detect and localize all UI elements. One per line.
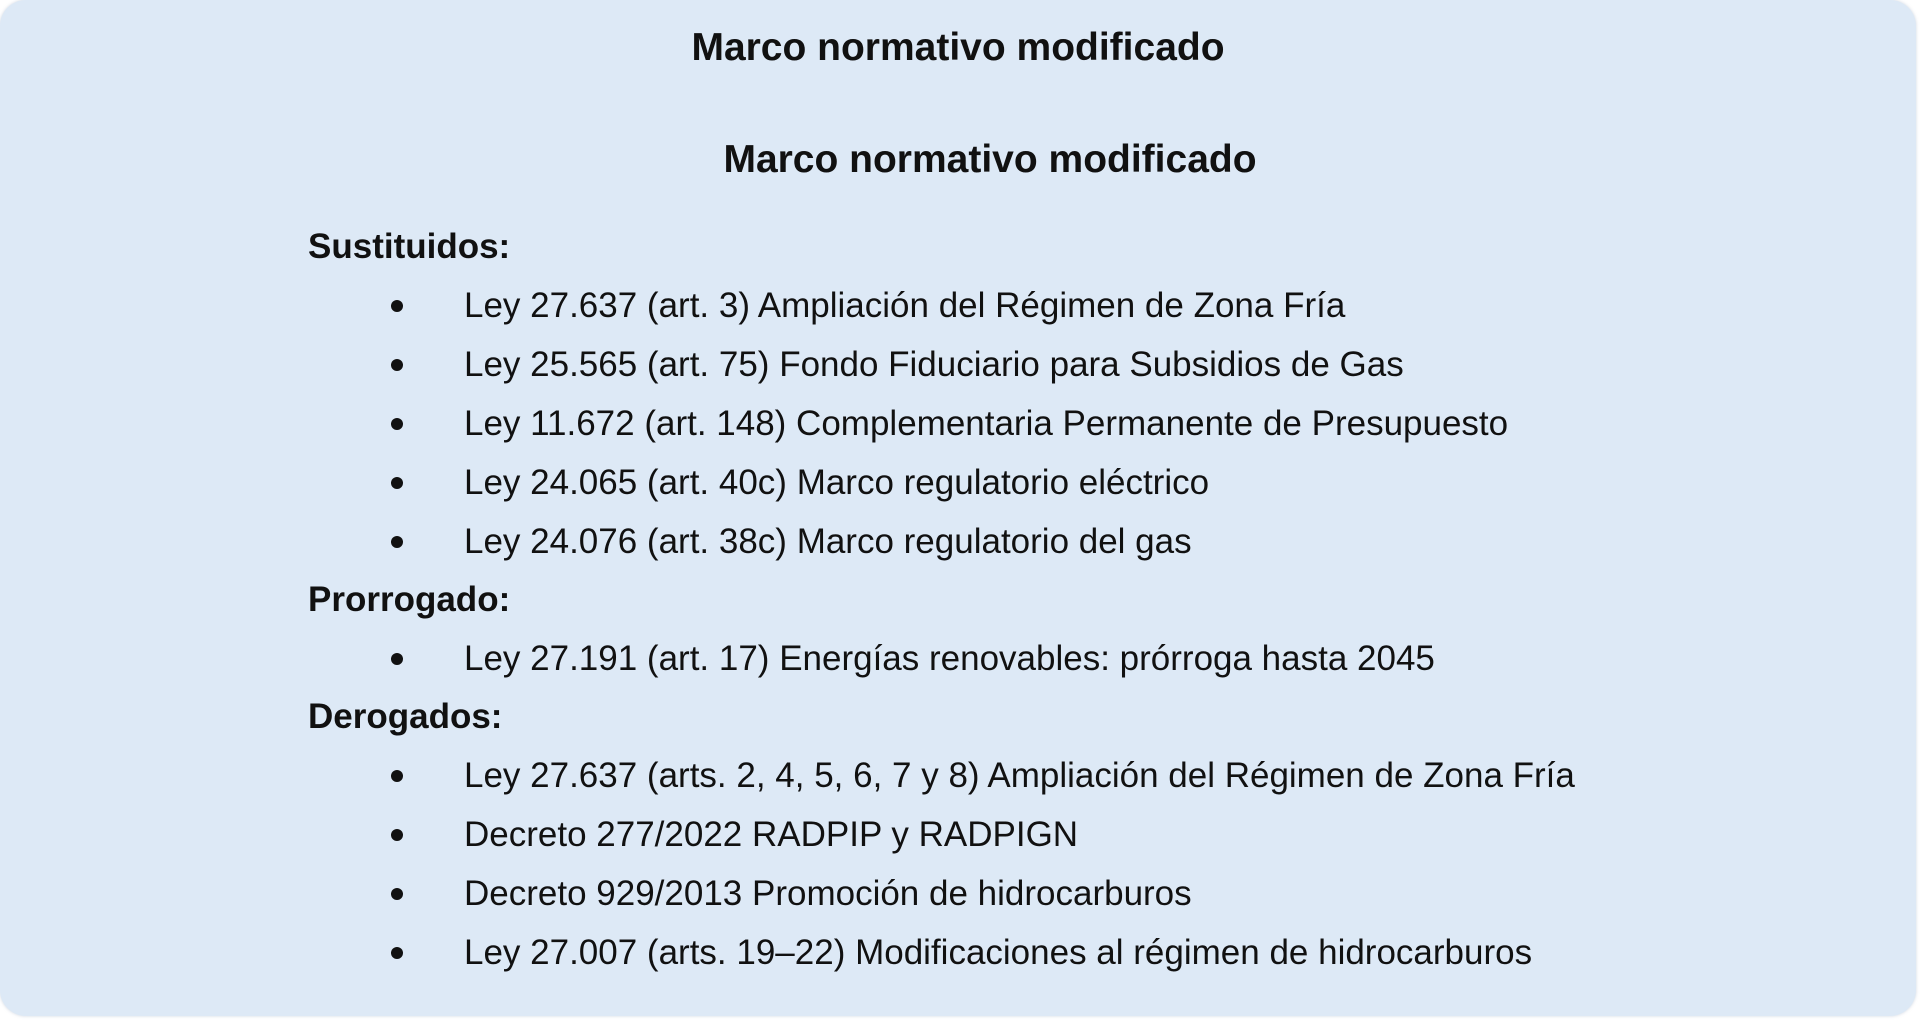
list-item-text: Ley 27.007 (arts. 19–22) Modificaciones al régimen de hidrocarburos: [464, 933, 1533, 972]
list-item-text: Ley 25.565 (art. 75) Fondo Fiduciario para Subsidios de Gas: [464, 345, 1404, 384]
list-item: [308, 453, 1808, 512]
list-item: [308, 335, 1808, 394]
document-content: [308, 218, 1808, 982]
bullet-icon: [391, 300, 403, 312]
bullet-icon: [391, 359, 403, 371]
list-item: [308, 276, 1808, 335]
bullet-icon: [391, 770, 403, 782]
list-item-text: Ley 27.191 (art. 17) Energías renovables: prórroga hasta 2045: [464, 639, 1435, 678]
list-item-text: Ley 27.637 (arts. 2, 4, 5, 6, 7 y 8) Ampliación del Régimen de Zona Fría: [464, 756, 1575, 795]
list-item-text: Ley 11.672 (art. 148) Complementaria Permanente de Presupuesto: [464, 404, 1509, 443]
list-item: [308, 629, 1808, 688]
section-heading: Derogados:: [308, 697, 503, 736]
list-item-text: Decreto 929/2013 Promoción de hidrocarburos: [464, 874, 1192, 913]
list-item: [308, 923, 1808, 982]
list-item-text: Ley 27.637 (art. 3) Ampliación del Régimen de Zona Fría: [464, 286, 1346, 325]
list-item: [308, 746, 1808, 805]
document-title: Marco normativo modificado: [691, 26, 1225, 69]
section-sustituidos: [308, 218, 1808, 571]
bullet-icon: [391, 829, 403, 841]
list-item-text: Ley 24.065 (art. 40c) Marco regulatorio eléctrico: [464, 463, 1210, 502]
bullet-icon: [391, 888, 403, 900]
list-item: [308, 512, 1808, 571]
bullet-icon: [391, 536, 403, 548]
list-item-text: Ley 24.076 (art. 38c) Marco regulatorio del gas: [464, 522, 1192, 561]
bullet-icon: [391, 477, 403, 489]
list-item: [308, 864, 1808, 923]
section-heading: Sustituidos:: [308, 227, 511, 266]
list-item: [308, 394, 1808, 453]
section-heading: Prorrogado:: [308, 580, 511, 619]
document-subtitle: Marco normativo modificado: [723, 138, 1257, 181]
section-derogados: [308, 688, 1808, 982]
list-item: [308, 805, 1808, 864]
bullet-icon: [391, 947, 403, 959]
bullet-icon: [391, 653, 403, 665]
list-item-text: Decreto 277/2022 RADPIP y RADPIGN: [464, 815, 1079, 854]
bullet-icon: [391, 418, 403, 430]
section-prorrogado: [308, 571, 1808, 688]
